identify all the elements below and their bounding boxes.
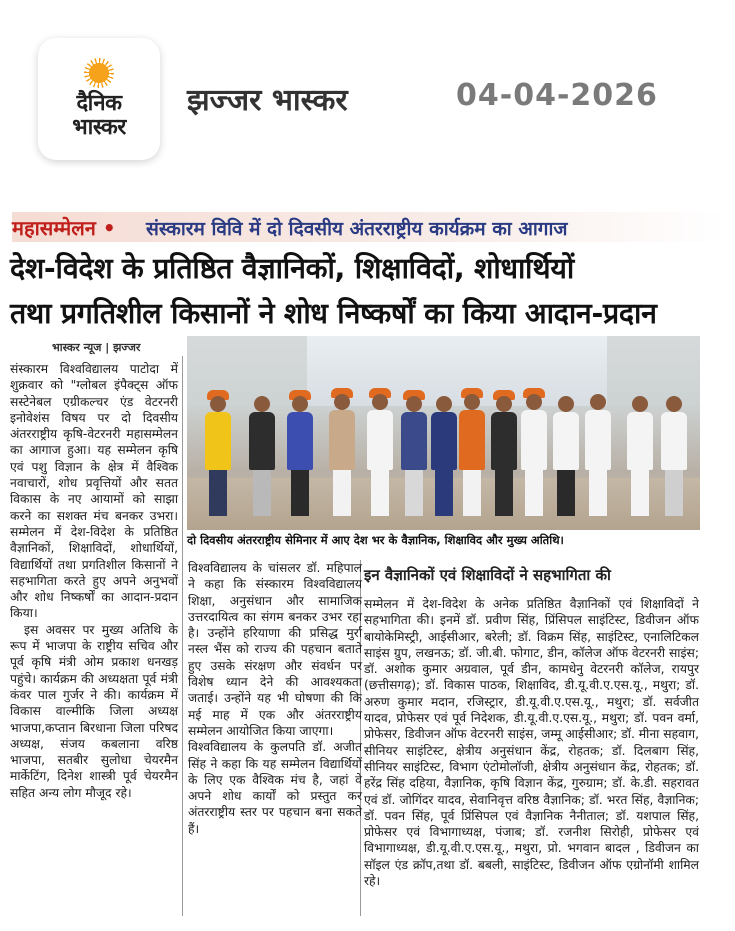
edition-name: झज्जर भास्कर (187, 83, 348, 118)
paragraph: इस अवसर पर मुख्य अतिथि के रूप में भाजपा के राष्ट्रीय सचिव और पूर्व कृषि मंत्री ओम प्रकाश धनखड़ पहुंचे। कार्यक्रम की अध्यक्षता पूर्व मंत्री कंवर पाल गुर्जर ने की। कार्यक्रम में विकास वाल्मीकि जिला अध्यक्ष भाजपा,कप्तान बिरधाना जिला परिषद अध्यक्ष, संजय कबलाना वरिष्ठ भाजपा, सतबीर सुलोधा चेयरमैन मार्केटिंग, दिनेश शास्त्री पूर्व चेयरमैन सहित अन्य लोग मौजूद रहे। (10, 622, 178, 800)
edition-date: 04-04-2026 (456, 78, 658, 113)
paragraph: सम्मेलन में देश-विदेश के अनेक प्रतिष्ठित वैज्ञानिकों एवं शिक्षाविदों ने सहभागिता की। इनमें डॉ. प्रवीण सिंह, प्रिंसिपल साइंटिस्ट, डिवीजन ऑफ बायोकेमिस्ट्री, आईसीआर, बरेली; डॉ. विक्रम सिंह, साइंटिस्ट, एनालिटिकल साइंस ग्रुप, लखनऊ; डॉ. जी.बी. फोगाट, डीन, कॉलेज ऑफ वेटरनरी साइंस; डॉ. अशोक कुमार अग्रवाल, पूर्व डीन, कामधेनु वेटरनरी कॉलेज, रायपुर (छत्तीसगढ़); डॉ. विकास पाठक, शिक्षाविद, डी.यू.वी.ए.एस.यू., मथुरा; डॉ. अरुण कुमार मदान, रजिस्ट्रार, डी.यू.वी.ए.एस.यू., मथुरा; डॉ. सर्वजीत यादव, प्रोफेसर एवं पूर्व निदेशक, डी.यू.वी.ए.एस.यू., मथुरा; डॉ. पवन वर्मा, प्रोफेसर, डिवीजन ऑफ वेटरनरी साइंस, जम्मू आईसीआर; डॉ. मीना सहवाग, सीनियर साइंटिस्ट, क्षेत्रीय अनुसंधान केंद्र, रोहतक; डॉ. दिलबाग सिंह, सीनियर साइंटिस्ट, विभाग एंटोमोलॉजी, क्षेत्रीय अनुसंधान केंद्र, रोहतक; डॉ. हरेंद्र सिंह दहिया, वैज्ञानिक, कृषि विज्ञान केंद्र, गुरुग्राम; डॉ. के.डी. सहरावत एवं डॉ. जोगिंदर यादव, सेवानिवृत्त वरिष्ठ वैज्ञानिक; डॉ. भरत सिंह, वैज्ञानिक; डॉ. पवन सिंह, पूर्व प्रिंसिपल एवं वैज्ञानिक नैनीताल; डॉ. यशपाल सिंह, प्रोफेसर एवं विभागाध्यक्ष, पंजाब; डॉ. रजनीश सिरोही, प्रोफेसर एवं विभागाध्यक्ष, डी.यू.वी.ए.एस.यू., मथुरा, प्रो. भगवान बादल , डिवीजन का सॉइल एंड क्रॉप,तथा डॉ. बबली, साइंटिस्ट, डिवीजन ऑफ एग्रोनॉमी शामिल रहे। (364, 597, 699, 889)
person (287, 390, 313, 516)
person (249, 396, 275, 516)
sun-icon (84, 58, 114, 88)
person (521, 388, 547, 516)
logo-text-line2: भास्कर (72, 115, 126, 140)
person (431, 396, 457, 516)
masthead (0, 0, 735, 190)
paragraph: संस्कारम विश्वविद्यालय पाटोदा में शुक्रवार को "ग्लोबल इंपैक्ट्स ऑफ सस्टेनेबल एग्रीकल्चर एंड वेटरनरी इनोवेशंस विषय पर दो दिवसीय अंतरराष्ट्रीय कृषि-वेटरनरी महासम्मेलन का आगाज हुआ। यह सम्मेलन कृषि एवं पशु विज्ञान के क्षेत्र में वैश्विक नवाचारों, शोध प्रवृत्तियों और सतत विकास के नए आयामों को साझा करने का सशक्त मंच बनकर उभरा। सम्मेलन में देश-विदेश के प्रतिष्ठित वैज्ञानिकों, शिक्षाविदों, शोधार्थियों, विद्यार्थियों तथा प्रगतिशील किसानों ने सहभागिता करते हुए अपने अनुभवों और शोध निष्कर्षों का आदान-प्रदान किया। (10, 362, 178, 621)
headline-line2: तथा प्रगतिशील किसानों ने शोध निष्कर्षों का किया आदान-प्रदान (10, 297, 657, 330)
column-divider (182, 356, 183, 916)
kicker-tag: महासम्मेलन • (12, 216, 116, 240)
byline: भास्कर न्यूज | झज्जर (52, 341, 141, 354)
photo-caption: दो दिवसीय अंतरराष्ट्रीय सेमिनार में आए देश भर के वैज्ञानिक, शिक्षाविद और मुख्य अतिथि। (187, 533, 564, 547)
person (585, 394, 611, 516)
kicker-bar (12, 212, 727, 242)
column-subhead: इन वैज्ञानिकों एवं शिक्षाविदों ने सहभागिता की (364, 566, 611, 584)
person (205, 390, 231, 516)
person (661, 396, 687, 516)
person (329, 388, 355, 516)
person (491, 390, 517, 516)
kicker-text: संस्कारम विवि में दो दिवसीय अंतरराष्ट्रीय कार्यक्रम का आगाज (146, 218, 568, 240)
headline-line1: देश-विदेश के प्रतिष्ठित वैज्ञानिकों, शिक्षाविदों, शोधार्थियों (10, 252, 574, 285)
dainik-bhaskar-logo (38, 38, 160, 160)
person (553, 396, 579, 516)
paragraph: विश्वविद्यालय के चांसलर डॉ. महिपाल ने कहा कि संस्कारम विश्वविद्यालय शिक्षा, अनुसंधान और सामाजिक उत्तरदायित्व का संगम बनकर उभर रहा है। उन्होंने हरियाणा की प्रसिद्ध मुर्रा नस्ल भैंस को राज्य की पहचान बताते हुए उसके संरक्षण और संवर्धन पर विशेष ध्यान देने की आवश्यकता जताई। उन्होंने यह भी घोषणा की कि मई माह में एक और अंतरराष्ट्रीय सम्मेलन आयोजित किया जाएगा। (188, 561, 362, 738)
person (459, 388, 485, 516)
logo-text-line1: दैनिक (76, 91, 122, 116)
headline (10, 246, 728, 336)
article-column-3 (364, 596, 699, 889)
article-column-2 (188, 560, 362, 837)
person (401, 390, 427, 516)
event-photo (187, 336, 700, 530)
person (627, 396, 653, 516)
paragraph: विश्वविद्यालय के कुलपति डॉ. अजीत सिंह ने कहा कि यह सम्मेलन विद्यार्थियों के लिए एक वैश्विक मंच है, जहां वे अपने शोध कार्यों को प्रस्तुत कर अंतरराष्ट्रीय स्तर पर पहचान बना सकते हैं। (188, 740, 362, 836)
person (367, 388, 393, 516)
article-column-1 (10, 361, 178, 801)
